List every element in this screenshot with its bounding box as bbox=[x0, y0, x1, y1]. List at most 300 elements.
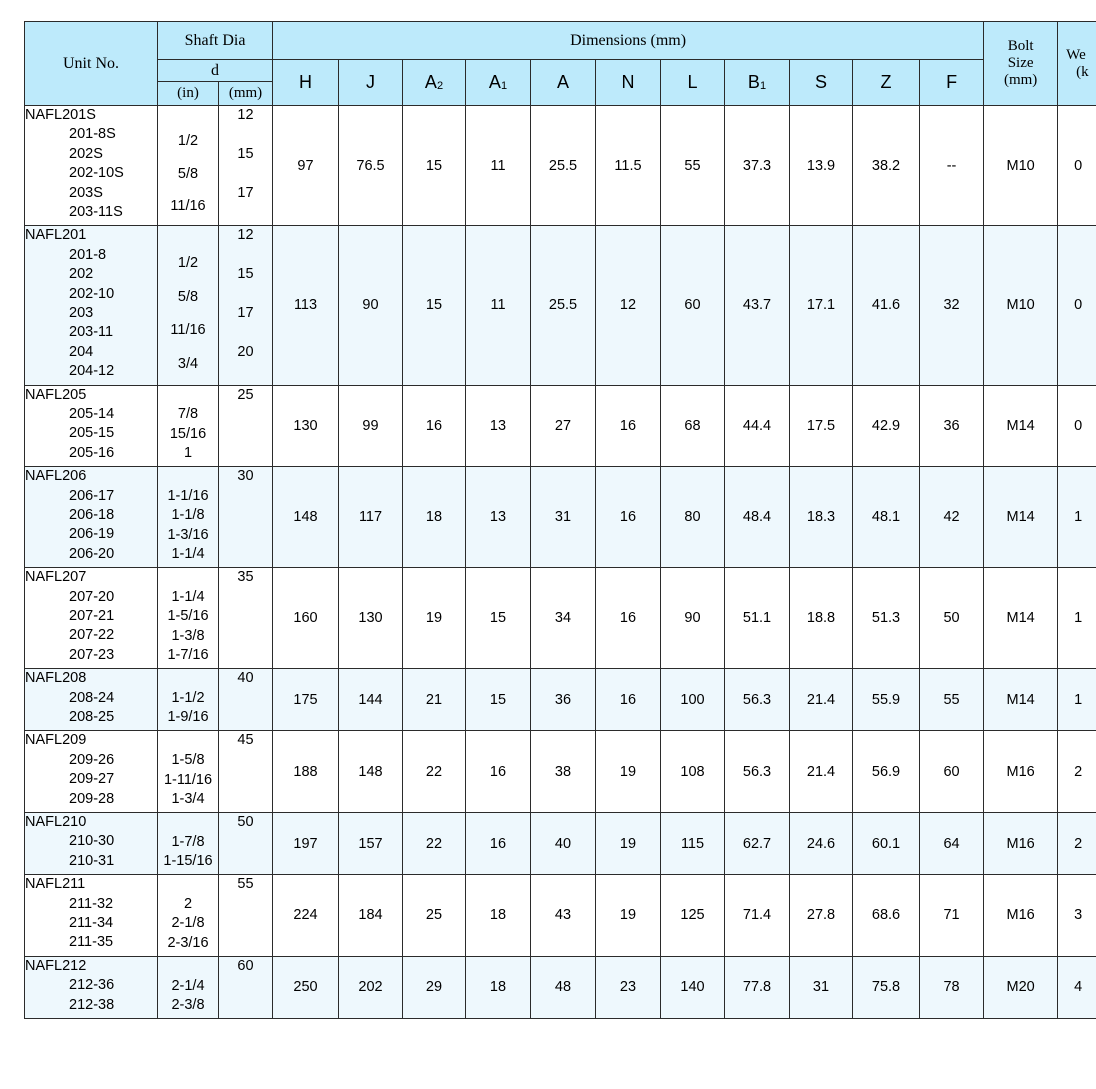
dimension-value-cell: 97 bbox=[273, 106, 339, 226]
dimension-value-cell: 60 bbox=[920, 731, 984, 813]
bearing-spec-table bbox=[24, 21, 1096, 1019]
weight-label: We bbox=[1066, 46, 1086, 63]
spec-table-container bbox=[24, 21, 1096, 1081]
dimension-value-cell: 50 bbox=[920, 568, 984, 669]
shaft-inch-cell bbox=[158, 812, 219, 874]
unit-variant-label: 203S bbox=[69, 184, 103, 201]
dimension-value-cell: 60.1 bbox=[853, 812, 920, 874]
dimension-value-cell: 60 bbox=[661, 226, 725, 385]
unit-variant-label: 204-12 bbox=[69, 363, 115, 380]
table-row bbox=[25, 467, 1096, 568]
unit-variant-label: 203-11 bbox=[69, 324, 114, 341]
bolt-size-cell: M16 bbox=[984, 731, 1058, 813]
table-row bbox=[25, 106, 1096, 226]
table-row bbox=[25, 226, 1096, 385]
unit-no-cell bbox=[25, 106, 158, 226]
shaft-inch-value: 1-11/16 bbox=[163, 771, 213, 788]
col-header bbox=[725, 60, 790, 106]
shaft-inch-value: 11/16 bbox=[170, 322, 206, 339]
unit-variant-label: 206-18 bbox=[69, 506, 115, 523]
bolt-size-cell: M14 bbox=[984, 568, 1058, 669]
unit-variant-label: 207-20 bbox=[69, 588, 115, 605]
unit-variant-label: 208-25 bbox=[69, 708, 115, 725]
dimension-value-cell: 148 bbox=[339, 731, 403, 813]
unit-variant-label: 210-30 bbox=[69, 833, 115, 850]
unit-variant-label: 201-8 bbox=[69, 246, 107, 263]
shaft-inch-cell bbox=[158, 385, 219, 467]
shaft-mm-value: 17 bbox=[237, 304, 254, 321]
dimension-value-cell: 36 bbox=[920, 385, 984, 467]
shaft-d-header: d bbox=[158, 60, 273, 82]
bolt-size-label: Bolt bbox=[1007, 38, 1034, 54]
dimension-value-cell: 15 bbox=[466, 669, 531, 731]
dimension-value-cell: 77.8 bbox=[725, 956, 790, 1018]
unit-variant-label: 203-11S bbox=[69, 203, 123, 220]
unit-variant-label: 202S bbox=[69, 145, 103, 162]
dimension-value-cell: 19 bbox=[596, 812, 661, 874]
dimension-value-cell: 16 bbox=[596, 669, 661, 731]
shaft-mm-cell bbox=[219, 956, 273, 1018]
dimension-value-cell: 48 bbox=[531, 956, 596, 1018]
shaft-mm-value: 17 bbox=[237, 184, 254, 201]
shaft-inch-value: 1-15/16 bbox=[163, 853, 213, 870]
dimension-value-cell: 11 bbox=[466, 106, 531, 226]
shaft-inch-value: 2-3/16 bbox=[167, 934, 209, 951]
unit-no-cell bbox=[25, 385, 158, 467]
dimension-value-cell: 115 bbox=[661, 812, 725, 874]
dimension-value-cell: 56.3 bbox=[725, 669, 790, 731]
weight-cell: 3 bbox=[1058, 875, 1096, 957]
dimension-value-cell: 197 bbox=[273, 812, 339, 874]
shaft-inch-cell bbox=[158, 669, 219, 731]
dimension-value-cell: 62.7 bbox=[725, 812, 790, 874]
weight-cell: 0 bbox=[1058, 226, 1096, 385]
dimension-value-cell: 36 bbox=[531, 669, 596, 731]
bolt-size-cell: M20 bbox=[984, 956, 1058, 1018]
weight-cell: 2 bbox=[1058, 731, 1096, 813]
unit-variant-label: 202-10S bbox=[69, 165, 124, 182]
unit-variant-label: 209-28 bbox=[69, 790, 115, 807]
dimension-value-cell: 12 bbox=[596, 226, 661, 385]
col-header bbox=[466, 60, 531, 106]
col-header bbox=[403, 60, 466, 106]
dimension-value-cell: 76.5 bbox=[339, 106, 403, 226]
col-header bbox=[920, 60, 984, 106]
dimension-value-cell: 18 bbox=[466, 956, 531, 1018]
dimension-value-cell: 144 bbox=[339, 669, 403, 731]
dimension-value-cell: 24.6 bbox=[790, 812, 853, 874]
unit-no-cell bbox=[25, 812, 158, 874]
bolt-size-cell: M14 bbox=[984, 385, 1058, 467]
bolt-size-unit: (mm) bbox=[1003, 72, 1038, 88]
shaft-mm-cell bbox=[219, 568, 273, 669]
col-symbol: A bbox=[488, 72, 501, 92]
dimension-value-cell: 64 bbox=[920, 812, 984, 874]
dimension-value-cell: 15 bbox=[403, 106, 466, 226]
col-subscript: 1 bbox=[500, 80, 508, 92]
shaft-mm-cell bbox=[219, 385, 273, 467]
bolt-size-header bbox=[984, 22, 1058, 106]
table-body bbox=[25, 106, 1096, 1019]
dimension-value-cell: 184 bbox=[339, 875, 403, 957]
shaft-inch-value: 1-3/16 bbox=[167, 526, 209, 543]
col-header bbox=[339, 60, 403, 106]
shaft-inch-value: 1 bbox=[183, 445, 193, 462]
unit-no-header: Unit No. bbox=[25, 22, 158, 106]
dimension-value-cell: 38.2 bbox=[853, 106, 920, 226]
col-header bbox=[661, 60, 725, 106]
dimension-value-cell: 27 bbox=[531, 385, 596, 467]
dimension-value-cell: 34 bbox=[531, 568, 596, 669]
dimension-value-cell: 17.5 bbox=[790, 385, 853, 467]
col-symbol: Z bbox=[880, 72, 892, 92]
col-header bbox=[273, 60, 339, 106]
dimension-value-cell: 19 bbox=[403, 568, 466, 669]
dimension-value-cell: 13 bbox=[466, 385, 531, 467]
bolt-size-cell: M16 bbox=[984, 812, 1058, 874]
dimension-value-cell: 23 bbox=[596, 956, 661, 1018]
shaft-mm-value: 60 bbox=[237, 957, 254, 974]
weight-cell: 2 bbox=[1058, 812, 1096, 874]
dimension-value-cell: 40 bbox=[531, 812, 596, 874]
shaft-inch-value: 1-7/16 bbox=[167, 647, 209, 664]
unit-no-cell bbox=[25, 875, 158, 957]
unit-variant-label: 209-27 bbox=[69, 771, 115, 788]
dimension-value-cell: 25.5 bbox=[531, 226, 596, 385]
table-row bbox=[25, 568, 1096, 669]
shaft-inch-value: 7/8 bbox=[177, 406, 199, 423]
unit-variant-label: 211-35 bbox=[69, 934, 114, 951]
table-row bbox=[25, 669, 1096, 731]
shaft-inch-value: 1/2 bbox=[177, 254, 199, 271]
unit-variant-label: 207-23 bbox=[69, 646, 115, 663]
col-header bbox=[531, 60, 596, 106]
dimension-value-cell: 202 bbox=[339, 956, 403, 1018]
shaft-mm-value: 12 bbox=[237, 227, 254, 244]
dimension-value-cell: 78 bbox=[920, 956, 984, 1018]
unit-series-label: NAFL211 bbox=[25, 876, 86, 893]
unit-series-label: NAFL209 bbox=[25, 732, 87, 749]
dimension-value-cell: 19 bbox=[596, 875, 661, 957]
shaft-mm-value: 35 bbox=[237, 569, 254, 586]
dimension-value-cell: 51.1 bbox=[725, 568, 790, 669]
unit-variant-label: 212-38 bbox=[69, 996, 115, 1013]
dimension-value-cell: 17.1 bbox=[790, 226, 853, 385]
dimension-value-cell: 27.8 bbox=[790, 875, 853, 957]
weight-cell: 1 bbox=[1058, 467, 1096, 568]
dimension-value-cell: 18.3 bbox=[790, 467, 853, 568]
col-symbol: J bbox=[366, 72, 375, 92]
shaft-inch-cell bbox=[158, 467, 219, 568]
dimension-value-cell: 38 bbox=[531, 731, 596, 813]
mm-unit-header: (mm) bbox=[219, 82, 273, 106]
dimension-value-cell: 48.1 bbox=[853, 467, 920, 568]
dimension-value-cell: 99 bbox=[339, 385, 403, 467]
weight-cell: 0 bbox=[1058, 106, 1096, 226]
dimension-value-cell: 43.7 bbox=[725, 226, 790, 385]
shaft-inch-value: 1-1/4 bbox=[171, 589, 205, 606]
dimension-value-cell: 80 bbox=[661, 467, 725, 568]
dimension-value-cell: 11 bbox=[466, 226, 531, 385]
shaft-inch-value: 1-1/2 bbox=[171, 690, 205, 707]
unit-no-cell bbox=[25, 226, 158, 385]
shaft-inch-value: 1-1/4 bbox=[171, 546, 205, 563]
col-header bbox=[596, 60, 661, 106]
unit-variant-label: 211-34 bbox=[69, 914, 114, 931]
shaft-mm-cell bbox=[219, 812, 273, 874]
shaft-inch-cell bbox=[158, 731, 219, 813]
unit-variant-label: 208-24 bbox=[69, 689, 115, 706]
unit-variant-label: 201-8S bbox=[69, 126, 116, 143]
shaft-inch-value: 2-1/4 bbox=[171, 977, 205, 994]
dimension-value-cell: 108 bbox=[661, 731, 725, 813]
shaft-mm-cell bbox=[219, 875, 273, 957]
shaft-inch-cell bbox=[158, 875, 219, 957]
dimension-value-cell: 15 bbox=[403, 226, 466, 385]
dimension-value-cell: 25 bbox=[403, 875, 466, 957]
dimension-value-cell: 18 bbox=[403, 467, 466, 568]
unit-no-cell bbox=[25, 669, 158, 731]
unit-series-label: NAFL207 bbox=[25, 569, 87, 586]
dimension-value-cell: 68.6 bbox=[853, 875, 920, 957]
unit-variant-label: 202 bbox=[69, 266, 94, 283]
table-row bbox=[25, 731, 1096, 813]
dimension-value-cell: 13.9 bbox=[790, 106, 853, 226]
dimension-value-cell: 140 bbox=[661, 956, 725, 1018]
dimension-value-cell: 31 bbox=[790, 956, 853, 1018]
unit-variant-label: 203 bbox=[69, 304, 94, 321]
bolt-size-cell: M16 bbox=[984, 875, 1058, 957]
dimension-value-cell: 21.4 bbox=[790, 731, 853, 813]
shaft-inch-value: 15/16 bbox=[169, 425, 207, 442]
dimension-value-cell: 16 bbox=[466, 812, 531, 874]
dimension-value-cell: 90 bbox=[339, 226, 403, 385]
unit-variant-label: 204 bbox=[69, 343, 94, 360]
col-subscript: 1 bbox=[759, 80, 767, 92]
dimension-value-cell: 90 bbox=[661, 568, 725, 669]
shaft-mm-cell bbox=[219, 669, 273, 731]
unit-variant-label: 210-31 bbox=[69, 852, 115, 869]
shaft-mm-value: 15 bbox=[237, 266, 254, 283]
dimension-value-cell: 224 bbox=[273, 875, 339, 957]
shaft-inch-cell bbox=[158, 568, 219, 669]
dimension-value-cell: 16 bbox=[596, 385, 661, 467]
dimension-value-cell: 148 bbox=[273, 467, 339, 568]
dimension-value-cell: 157 bbox=[339, 812, 403, 874]
dimension-value-cell: 100 bbox=[661, 669, 725, 731]
dimension-value-cell: 11.5 bbox=[596, 106, 661, 226]
dimension-value-cell: 175 bbox=[273, 669, 339, 731]
unit-variant-label: 206-17 bbox=[69, 487, 115, 504]
shaft-inch-value: 3/4 bbox=[177, 356, 199, 373]
dimension-value-cell: 75.8 bbox=[853, 956, 920, 1018]
table-row bbox=[25, 385, 1096, 467]
dimension-value-cell: 68 bbox=[661, 385, 725, 467]
dimension-value-cell: 130 bbox=[339, 568, 403, 669]
unit-series-label: NAFL210 bbox=[25, 813, 87, 830]
dimension-value-cell: 16 bbox=[466, 731, 531, 813]
dimension-value-cell: 125 bbox=[661, 875, 725, 957]
dimension-value-cell: 22 bbox=[403, 812, 466, 874]
dimension-value-cell: 51.3 bbox=[853, 568, 920, 669]
dimension-value-cell: 44.4 bbox=[725, 385, 790, 467]
dimension-value-cell: 188 bbox=[273, 731, 339, 813]
dimension-value-cell: 21 bbox=[403, 669, 466, 731]
dimensions-header: Dimensions (mm) bbox=[273, 22, 984, 60]
dimension-value-cell: 117 bbox=[339, 467, 403, 568]
dimension-value-cell: 13 bbox=[466, 467, 531, 568]
shaft-inch-value: 1-5/8 bbox=[171, 752, 205, 769]
col-symbol: F bbox=[946, 72, 958, 92]
dimension-value-cell: 43 bbox=[531, 875, 596, 957]
unit-series-label: NAFL208 bbox=[25, 670, 87, 687]
col-symbol: A bbox=[424, 72, 437, 92]
dimension-value-cell: 130 bbox=[273, 385, 339, 467]
dimension-value-cell: 16 bbox=[596, 568, 661, 669]
unit-variant-label: 212-36 bbox=[69, 977, 115, 994]
dimension-value-cell: 250 bbox=[273, 956, 339, 1018]
unit-variant-label: 211-32 bbox=[69, 895, 114, 912]
dimension-value-cell: 42 bbox=[920, 467, 984, 568]
unit-series-label: NAFL205 bbox=[25, 386, 87, 403]
shaft-inch-value: 1-3/4 bbox=[171, 791, 205, 808]
dimension-value-cell: 37.3 bbox=[725, 106, 790, 226]
dimension-value-cell: 25.5 bbox=[531, 106, 596, 226]
dimension-value-cell: 19 bbox=[596, 731, 661, 813]
shaft-mm-value: 12 bbox=[237, 107, 254, 123]
dimension-value-cell: 56.3 bbox=[725, 731, 790, 813]
shaft-mm-value: 50 bbox=[237, 813, 254, 830]
dimension-value-cell: 55 bbox=[661, 106, 725, 226]
shaft-inch-value: 1-1/16 bbox=[167, 488, 209, 505]
col-symbol: N bbox=[621, 72, 635, 92]
shaft-inch-value: 5/8 bbox=[177, 288, 199, 305]
dimension-value-cell: 71 bbox=[920, 875, 984, 957]
col-header bbox=[790, 60, 853, 106]
shaft-inch-value: 11/16 bbox=[170, 198, 206, 215]
shaft-mm-value: 40 bbox=[237, 670, 254, 687]
shaft-mm-value: 55 bbox=[237, 876, 254, 893]
shaft-mm-value: 20 bbox=[237, 343, 254, 360]
unit-no-cell bbox=[25, 568, 158, 669]
dimension-value-cell: 32 bbox=[920, 226, 984, 385]
shaft-inch-value: 2-3/8 bbox=[171, 997, 205, 1014]
dimension-value-cell: 21.4 bbox=[790, 669, 853, 731]
shaft-inch-value: 1-9/16 bbox=[167, 709, 209, 726]
col-symbol: S bbox=[814, 72, 827, 92]
dimension-value-cell: 31 bbox=[531, 467, 596, 568]
dimension-value-cell: 15 bbox=[466, 568, 531, 669]
col-symbol: B bbox=[747, 72, 760, 92]
unit-no-cell bbox=[25, 467, 158, 568]
dimension-value-cell: -- bbox=[920, 106, 984, 226]
bolt-size-cell: M10 bbox=[984, 106, 1058, 226]
shaft-mm-value: 25 bbox=[237, 386, 254, 403]
dimension-value-cell: 18.8 bbox=[790, 568, 853, 669]
weight-header bbox=[1058, 22, 1096, 106]
bolt-size-cell: M14 bbox=[984, 669, 1058, 731]
bolt-size-cell: M14 bbox=[984, 467, 1058, 568]
dimension-value-cell: 42.9 bbox=[853, 385, 920, 467]
unit-variant-label: 206-20 bbox=[69, 545, 115, 562]
dimension-value-cell: 18 bbox=[466, 875, 531, 957]
unit-series-label: NAFL212 bbox=[25, 957, 87, 974]
dimension-value-cell: 22 bbox=[403, 731, 466, 813]
dimension-value-cell: 41.6 bbox=[853, 226, 920, 385]
unit-series-label: NAFL201 bbox=[25, 227, 87, 244]
shaft-inch-cell bbox=[158, 226, 219, 385]
shaft-inch-value: 1-3/8 bbox=[171, 627, 205, 644]
shaft-mm-value: 15 bbox=[237, 145, 254, 162]
shaft-inch-value: 2 bbox=[183, 896, 193, 913]
shaft-dia-header: Shaft Dia bbox=[158, 22, 273, 60]
shaft-inch-value: 1-7/8 bbox=[171, 833, 205, 850]
dimension-value-cell: 113 bbox=[273, 226, 339, 385]
table-row bbox=[25, 875, 1096, 957]
weight-cell: 4 bbox=[1058, 956, 1096, 1018]
col-header bbox=[853, 60, 920, 106]
table-header bbox=[25, 22, 1096, 106]
shaft-inch-value: 1-1/8 bbox=[171, 507, 205, 524]
weight-cell: 1 bbox=[1058, 568, 1096, 669]
dimension-value-cell: 56.9 bbox=[853, 731, 920, 813]
dimension-value-cell: 55.9 bbox=[853, 669, 920, 731]
dimension-value-cell: 16 bbox=[596, 467, 661, 568]
shaft-mm-cell bbox=[219, 467, 273, 568]
shaft-inch-value: 1-5/16 bbox=[167, 608, 209, 625]
dimension-value-cell: 71.4 bbox=[725, 875, 790, 957]
shaft-inch-cell bbox=[158, 106, 219, 226]
bolt-size-cell: M10 bbox=[984, 226, 1058, 385]
unit-variant-label: 205-15 bbox=[69, 425, 115, 442]
unit-variant-label: 207-22 bbox=[69, 627, 115, 644]
col-subscript: 2 bbox=[436, 80, 444, 92]
unit-series-label: NAFL206 bbox=[25, 468, 87, 485]
shaft-mm-value: 45 bbox=[237, 732, 254, 749]
unit-variant-label: 202-10 bbox=[69, 285, 115, 302]
unit-variant-label: 205-16 bbox=[69, 444, 115, 461]
dimension-value-cell: 48.4 bbox=[725, 467, 790, 568]
dimension-value-cell: 16 bbox=[403, 385, 466, 467]
shaft-inch-value: 5/8 bbox=[177, 165, 199, 182]
dimension-value-cell: 29 bbox=[403, 956, 466, 1018]
unit-variant-label: 206-19 bbox=[69, 526, 115, 543]
unit-no-cell bbox=[25, 956, 158, 1018]
unit-series-label: NAFL201S bbox=[25, 107, 96, 123]
shaft-inch-value: 1/2 bbox=[177, 133, 199, 150]
weight-cell: 0 bbox=[1058, 385, 1096, 467]
unit-no-cell bbox=[25, 731, 158, 813]
unit-variant-label: 207-21 bbox=[69, 607, 115, 624]
unit-variant-label: 209-26 bbox=[69, 751, 115, 768]
shaft-inch-cell bbox=[158, 956, 219, 1018]
unit-variant-label: 205-14 bbox=[69, 405, 115, 422]
table-row bbox=[25, 956, 1096, 1018]
dimension-value-cell: 160 bbox=[273, 568, 339, 669]
shaft-mm-cell bbox=[219, 226, 273, 385]
weight-cell: 1 bbox=[1058, 669, 1096, 731]
shaft-mm-cell bbox=[219, 106, 273, 226]
shaft-mm-value: 30 bbox=[237, 468, 254, 485]
weight-unit: (k bbox=[1076, 63, 1089, 80]
inch-unit-header: (in) bbox=[158, 82, 219, 106]
table-row bbox=[25, 812, 1096, 874]
dimension-value-cell: 55 bbox=[920, 669, 984, 731]
bolt-size-label: Size bbox=[1007, 55, 1034, 71]
shaft-inch-value: 2-1/8 bbox=[171, 915, 205, 932]
col-symbol: A bbox=[556, 72, 569, 92]
col-symbol: L bbox=[687, 72, 698, 92]
